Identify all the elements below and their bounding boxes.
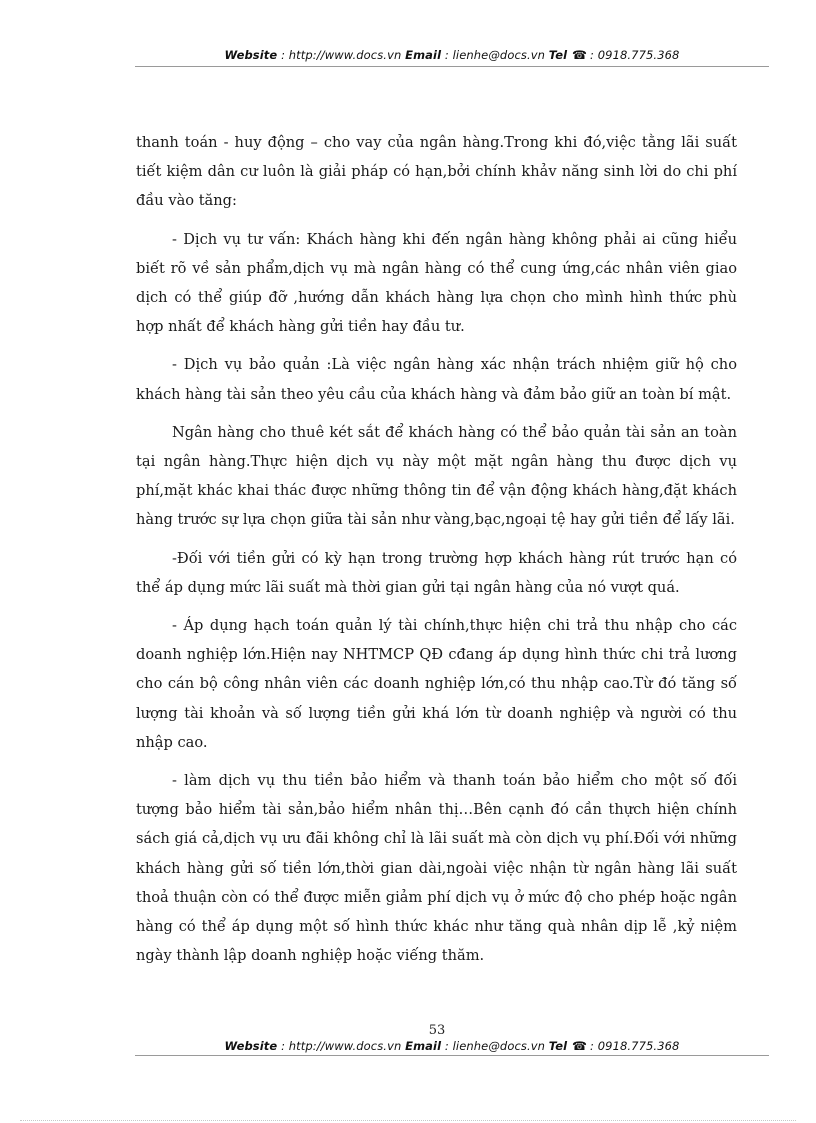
footer-website-label: Website — [224, 1039, 278, 1053]
footer-tel-label: Tel — [548, 1039, 568, 1053]
header-website-label: Website — [224, 48, 278, 62]
page-header — [135, 48, 769, 62]
page-number: 53 — [428, 1023, 446, 1038]
header-email-link[interactable]: : lienhe@docs.vn — [444, 48, 546, 62]
phone-icon: ☎ — [571, 1039, 588, 1053]
footer-email-label: Email — [405, 1039, 442, 1053]
page-footer — [135, 1039, 769, 1053]
header-email-label: Email — [405, 48, 442, 62]
footer-tel-value: : 0918.775.368 — [590, 1039, 680, 1053]
paragraph: - làm dịch vụ thu tiền bảo hiểm và thanh toán bảo hiểm cho một số đối tượng bảo hiểm tài sản,bảo hiểm nhân thị…Bên cạnh đó cần thựch hiện chính sách giá cả,dịch vụ ưu đãi không chỉ là lãi suất mà còn dịch vụ phí.Đối với những khách hàng gửi số tiền lớn,thời gian dài,ngoài việc nhận từ ngân hàng lãi suất thoả thuận còn có thể được miễn giảm phí dịch vụ ở mức độ cho phép hoặc ngân hàng có thể áp dụng một số hình thức khác như tăng quà nhân dịp lễ ,kỷ niệm ngày thành lập doanh nghiệp hoặc viếng thăm. — [136, 772, 737, 965]
footer-divider — [135, 1055, 769, 1056]
footer-website-link[interactable]: : http://www.docs.vn — [281, 1039, 402, 1053]
paragraph: - Dịch vụ tư vấn: Khách hàng khi đến ngân hàng không phải ai cũng hiểu biết rõ về sản phẩm,dịch vụ mà ngân hàng có thể cung ứng,các nhân viên giao dịch có thể giúp đỡ ,hướng dẫn khách hàng lựa chọn cho mình hình thức phù hợp nhất để khách hàng gửi tiền hay đầu tư. — [136, 230, 737, 336]
header-divider — [135, 66, 769, 67]
paragraph: -Đối với tiền gửi có kỳ hạn trong trường hợp khách hàng rút trước hạn có thể áp dụng mức lãi suất mà thời gian gửi tại ngân hàng của nó vượt quá. — [136, 549, 737, 596]
paragraph: - Dịch vụ bảo quản :Là việc ngân hàng xác nhận trách nhiệm giữ hộ cho khách hàng tài sản theo yêu cầu của khách hàng và đảm bảo giữ an toàn bí mật. — [136, 356, 737, 403]
header-website-link[interactable]: : http://www.docs.vn — [281, 48, 402, 62]
paragraph: - Áp dụng hạch toán quản lý tài chính,thực hiện chi trả thu nhập cho các doanh nghiệp lớn.Hiện nay NHTMCP QĐ cđang áp dụng hình thức chi trả lương cho cán bộ công nhân viên các doanh nghiệp lớn,có thu nhập cao.Từ đó tăng số lượng tài khoản và số lượng tiền gửi khá lớn từ doanh nghiệp và người có thu nhập cao. — [136, 617, 737, 751]
header-tel-label: Tel — [548, 48, 568, 62]
paragraph: Ngân hàng cho thuê két sắt để khách hàng có thể bảo quản tài sản an toàn tại ngân hàng.Thực hiện dịch vụ này một mặt ngân hàng thu được dịch vụ phí,mặt khác khai thác được những thông tin để vận động khách hàng,đặt khách hàng trước sự lựa chọn giữa tài sản như vàng,bạc,ngoại tệ hay gửi tiền để lấy lãi. — [136, 423, 737, 529]
paragraph: thanh toán - huy động – cho vay của ngân hàng.Trong khi đó,việc tằng lãi suất tiết kiệm dân cư luôn là giải pháp có hạn,bởi chính khảv năng sinh lời do chi phí đầu vào tăng: — [136, 134, 737, 210]
page-bottom-border — [20, 1120, 796, 1121]
header-tel-value: : 0918.775.368 — [590, 48, 680, 62]
footer-email-link[interactable]: : lienhe@docs.vn — [444, 1039, 546, 1053]
phone-icon: ☎ — [571, 48, 588, 62]
document-body — [136, 128, 737, 979]
